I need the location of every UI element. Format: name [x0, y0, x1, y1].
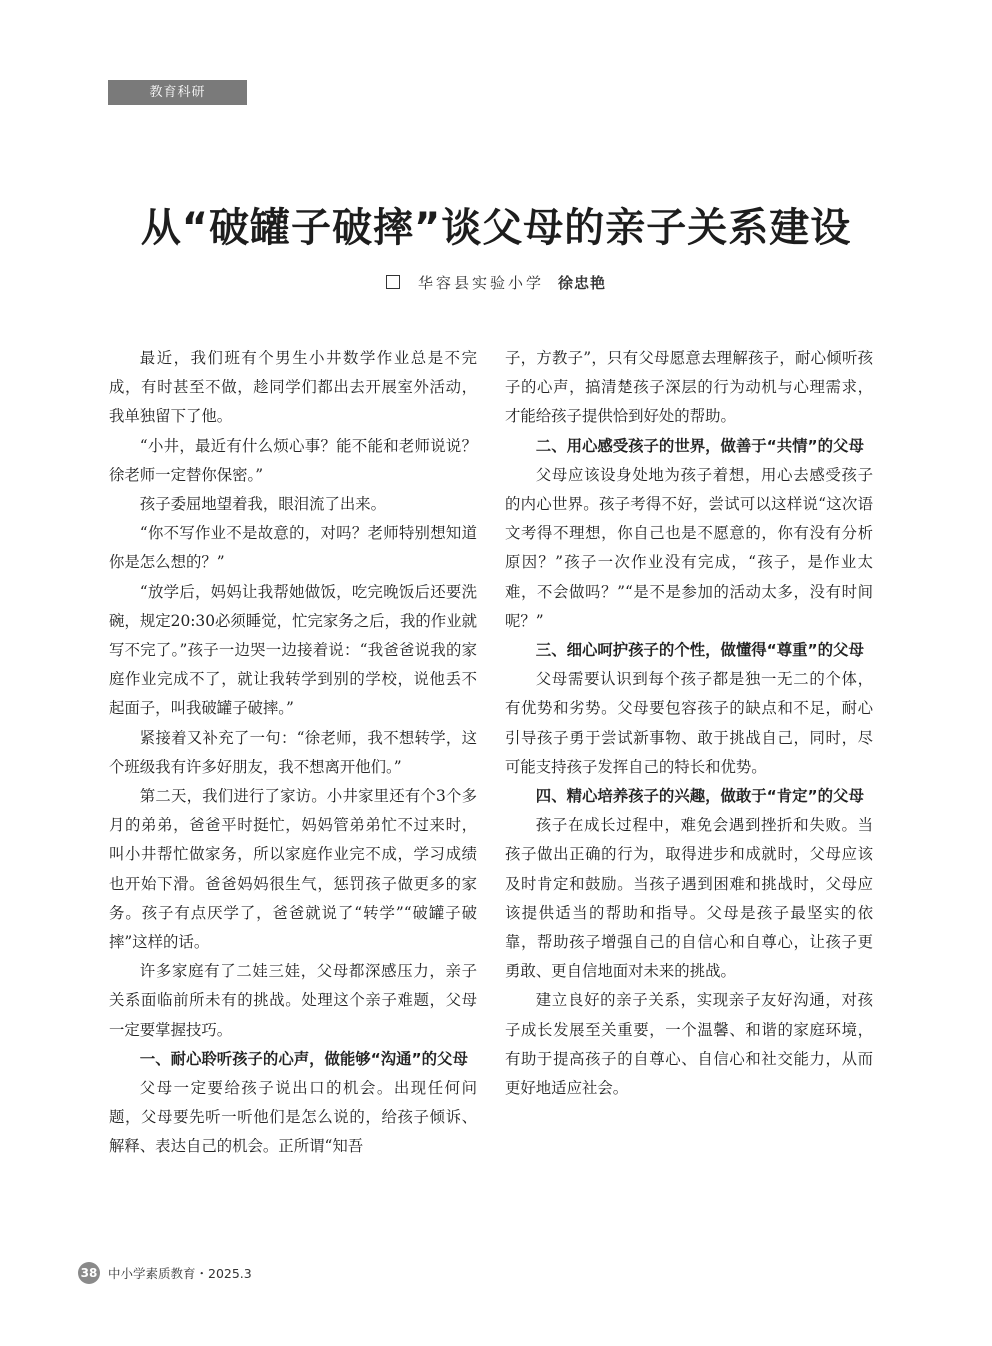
right-column: [505, 344, 873, 1103]
byline: [0, 272, 992, 293]
author-school: 华容县实验小学: [417, 274, 544, 292]
left-column: [109, 344, 477, 1162]
square-icon: [386, 275, 400, 289]
paragraph: 父母应该设身处地为孩子着想，用心去感受孩子的内心世界。孩子考得不好，尝试可以这样说“这次语文考得不理想，你自己也是不愿意的，你有没有分析原因？”孩子一次作业没有完成，“孩子，是作业太难，不会做吗？”“是不是参加的活动太多，没有时间呢？”: [505, 465, 873, 630]
paragraph: 父母需要认识到每个孩子都是独一无二的个体，有优势和劣势。父母要包容孩子的缺点和不足，耐心引导孩子勇于尝试新事物、敢于挑战自己，同时，尽可能支持孩子发挥自己的特长和优势。: [505, 670, 873, 776]
author-name: 徐忠艳: [558, 274, 607, 292]
section-heading: 三、细心呵护孩子的个性，做懂得“尊重”的父母: [535, 641, 864, 660]
section-heading: 二、用心感受孩子的世界，做善于“共情”的父母: [535, 436, 864, 455]
paragraph: 最近，我们班有个男生小井数学作业总是不完成，有时甚至不做，趁同学们都出去开展室外活动，我单独留下了他。: [109, 349, 477, 426]
section-heading: 一、耐心聆听孩子的心声，做能够“沟通”的父母: [139, 1049, 468, 1068]
paragraph: 父母一定要给孩子说出口的机会。出现任何问题，父母要先听一听他们是怎么说的，给孩子倾诉、解释、表达自己的机会。正所谓“知吾: [109, 1079, 477, 1156]
paragraph: 子，方教子”，只有父母愿意去理解孩子，耐心倾听孩子的心声，搞清楚孩子深层的行为动机与心理需求，才能给孩子提供恰到好处的帮助。: [505, 349, 873, 426]
paragraph: “放学后，妈妈让我帮她做饭，吃完晚饭后还要洗碗，规定20:30必须睡觉，忙完家务之后，我的作业就写不完了。”孩子一边哭一边接着说：“我爸爸说我的家庭作业完成不了，就让我转学到别的学校，说他丢不起面子，叫我破罐子破摔。”: [109, 582, 477, 718]
paragraph: 第二天，我们进行了家访。小井家里还有个3个多月的弟弟，爸爸平时挺忙，妈妈管弟弟忙不过来时，叫小井帮忙做家务，所以家庭作业完不成，学习成绩也开始下滑。爸爸妈妈很生气，惩罚孩子做更多的家务。孩子有点厌学了，爸爸就说了“转学”“破罐子破摔”这样的话。: [109, 787, 477, 952]
page-footer: [78, 1262, 252, 1284]
paragraph: 许多家庭有了二娃三娃，父母都深感压力，亲子关系面临前所未有的挑战。处理这个亲子难题，父母一定要掌握技巧。: [109, 962, 477, 1039]
section-tag: 教育科研: [108, 80, 247, 105]
paragraph: 孩子委屈地望着我，眼泪流了出来。: [139, 495, 387, 514]
page-number: 38: [78, 1262, 100, 1284]
paragraph: “小井，最近有什么烦心事？能不能和老师说说？徐老师一定替你保密。”: [109, 436, 477, 484]
paragraph: “你不写作业不是故意的，对吗？老师特别想知道你是怎么想的？”: [109, 524, 477, 572]
paragraph: 孩子在成长过程中，难免会遇到挫折和失败。当孩子做出正确的行为，取得进步和成就时，父母应该及时肯定和鼓励。当孩子遇到困难和挑战时，父母应该提供适当的帮助和指导。父母是孩子最坚实的依靠，帮助孩子增强自己的自信心和自尊心，让孩子更勇敢、更自信地面对未来的挑战。: [505, 816, 873, 981]
journal-name: 中小学素质教育・2025.3: [108, 1266, 252, 1281]
paragraph: 建立良好的亲子关系，实现亲子友好沟通，对孩子成长发展至关重要，一个温馨、和谐的家庭环境，有助于提高孩子的自尊心、自信心和社交能力，从而更好地适应社会。: [505, 991, 873, 1098]
section-heading: 四、精心培养孩子的兴趣，做敢于“肯定”的父母: [535, 787, 864, 806]
article-title: 从“破罐子破摔”谈父母的亲子关系建设: [140, 205, 852, 251]
paragraph: 紧接着又补充了一句：“徐老师，我不想转学，这个班级我有许多好朋友，我不想离开他们。”: [109, 728, 477, 776]
